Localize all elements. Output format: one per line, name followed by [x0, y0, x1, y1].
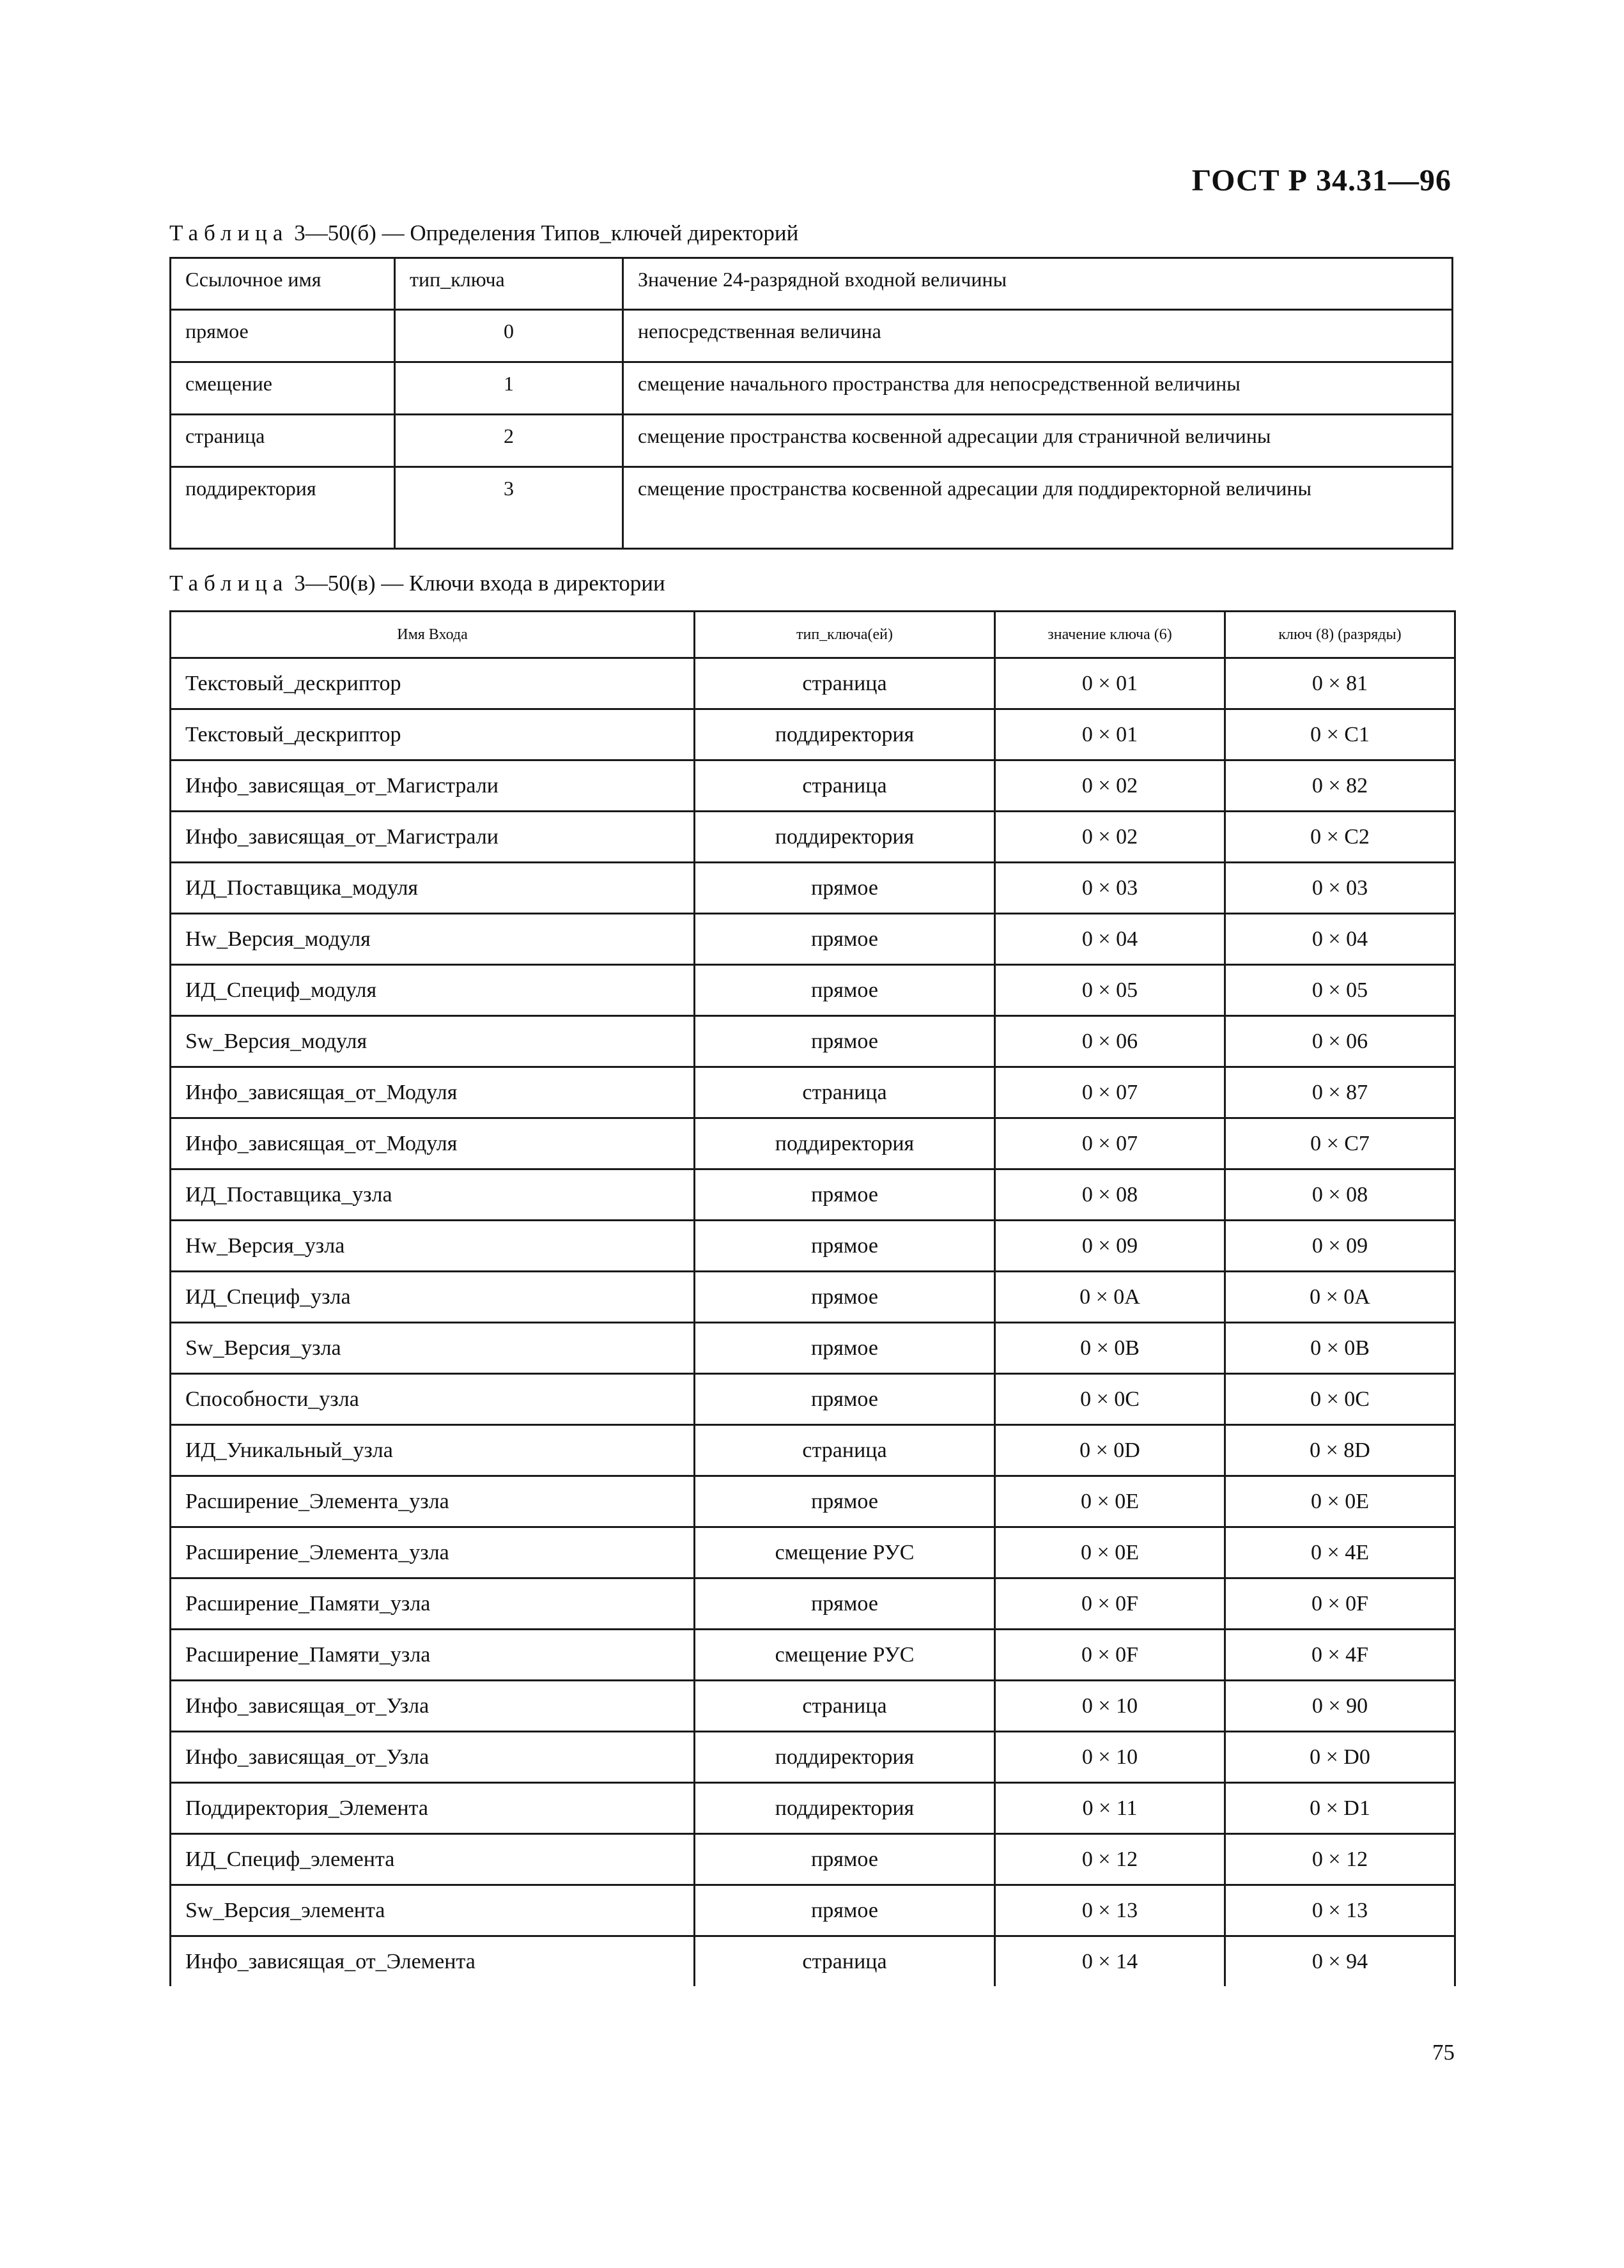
column-header: тип_ключа(ей) — [695, 612, 995, 658]
table-cell: 0 × 87 — [1225, 1067, 1455, 1118]
table-cell: 0 × D0 — [1225, 1732, 1455, 1783]
table-cell: Инфо_зависящая_от_Узла — [171, 1681, 695, 1732]
document-code: ГОСТ Р 34.31—96 — [1191, 164, 1451, 197]
table-cell: 0 × 0C — [995, 1374, 1225, 1425]
table-cell: Инфо_зависящая_от_Модуля — [171, 1067, 695, 1118]
table-cell: 0 × 0C — [1225, 1374, 1455, 1425]
table-cell: поддиректория — [695, 1118, 995, 1169]
table-cell: 0 × 05 — [995, 965, 1225, 1016]
table-cell: 0 × 4F — [1225, 1630, 1455, 1681]
column-header: тип_ключа — [395, 258, 623, 310]
table-cell: ИД_Уникальный_узла — [171, 1425, 695, 1476]
column-header: значение ключа (6) — [995, 612, 1225, 658]
table-cell: 0 × 0E — [995, 1476, 1225, 1527]
table-cell: 0 × C2 — [1225, 812, 1455, 863]
table-cell: 0 × 13 — [1225, 1885, 1455, 1936]
table-cell: 0 × 04 — [995, 914, 1225, 965]
table-cell: ИД_Поставщика_модуля — [171, 863, 695, 914]
table-cell: прямое — [695, 965, 995, 1016]
table-cell: 0 × 90 — [1225, 1681, 1455, 1732]
table-row — [171, 1885, 1455, 1936]
table-cell: 0 × 0F — [1225, 1578, 1455, 1630]
table-cell: поддиректория — [695, 709, 995, 760]
table-cell: поддиректория — [171, 467, 395, 549]
table-cell: 0 × 04 — [1225, 914, 1455, 965]
table-cell: 0 × 0A — [995, 1272, 1225, 1323]
table-cell: 0 × 02 — [995, 812, 1225, 863]
table-cell: Hw_Версия_узла — [171, 1221, 695, 1272]
table-cell: 0 × 0D — [995, 1425, 1225, 1476]
table-cell: 0 × 10 — [995, 1732, 1225, 1783]
table-cell: прямое — [695, 1834, 995, 1885]
table-row — [171, 467, 1453, 549]
table-cell: 0 × 06 — [1225, 1016, 1455, 1067]
table-cell: ИД_Специф_элемента — [171, 1834, 695, 1885]
table-cell: 0 × 12 — [995, 1834, 1225, 1885]
page-number: 75 — [1432, 2040, 1455, 2065]
table-row — [171, 1374, 1455, 1425]
table-cell: 0 × 03 — [1225, 863, 1455, 914]
table-cell: 0 × 4E — [1225, 1527, 1455, 1578]
table-c-caption-text: 3—50(в) — Ключи входа в директории — [288, 571, 665, 596]
table-row — [171, 1323, 1455, 1374]
table-cell: 0 × D1 — [1225, 1783, 1455, 1834]
table-cell: 0 × 01 — [995, 658, 1225, 709]
table-cell: 0 × 0E — [1225, 1476, 1455, 1527]
table-row — [171, 1732, 1455, 1783]
table-cell: прямое — [695, 1016, 995, 1067]
table-cell: 0 × 11 — [995, 1783, 1225, 1834]
table-cell: Текстовый_дескриптор — [171, 709, 695, 760]
table-header-row — [171, 612, 1455, 658]
table-row — [171, 1067, 1455, 1118]
table-c-caption-prefix: Таблица — [169, 571, 289, 596]
table-cell: Sw_Версия_узла — [171, 1323, 695, 1374]
table-cell: страница — [695, 1936, 995, 1987]
table-b-caption — [169, 220, 798, 246]
table-cell: 0 × 12 — [1225, 1834, 1455, 1885]
table-cell: 0 × 0B — [1225, 1323, 1455, 1374]
table-cell: Инфо_зависящая_от_Элемента — [171, 1936, 695, 1987]
table-header-row — [171, 258, 1453, 310]
table-cell: прямое — [695, 1476, 995, 1527]
table-cell: Sw_Версия_модуля — [171, 1016, 695, 1067]
table-cell: Инфо_зависящая_от_Магистрали — [171, 812, 695, 863]
table-cell: 0 × 0E — [995, 1527, 1225, 1578]
table-cell: прямое — [171, 310, 395, 362]
table-row — [171, 1169, 1455, 1221]
table-cell: 0 × 14 — [995, 1936, 1225, 1987]
table-row — [171, 812, 1455, 863]
table-cell: Поддиректория_Элемента — [171, 1783, 695, 1834]
table-cell: страница — [695, 760, 995, 812]
table-cell: 0 × C7 — [1225, 1118, 1455, 1169]
table-cell: 0 × 82 — [1225, 760, 1455, 812]
table-row — [171, 415, 1453, 467]
table-cell: прямое — [695, 1169, 995, 1221]
table-row — [171, 310, 1453, 362]
table-row — [171, 1476, 1455, 1527]
table-cell: Способности_узла — [171, 1374, 695, 1425]
table-cell: Инфо_зависящая_от_Узла — [171, 1732, 695, 1783]
table-cell: страница — [695, 658, 995, 709]
table-c-caption — [169, 571, 665, 596]
table-cell: страница — [695, 1067, 995, 1118]
table-cell: ИД_Специф_узла — [171, 1272, 695, 1323]
table-row — [171, 1578, 1455, 1630]
table-row — [171, 1221, 1455, 1272]
table-row — [171, 863, 1455, 914]
table-cell: поддиректория — [695, 1732, 995, 1783]
table-cell: 0 × 0F — [995, 1578, 1225, 1630]
table-cell: 0 × 10 — [995, 1681, 1225, 1732]
table-cell: 0 × 09 — [1225, 1221, 1455, 1272]
table-row — [171, 965, 1455, 1016]
table-cell: поддиректория — [695, 1783, 995, 1834]
column-header: Значение 24-разрядной входной величины — [623, 258, 1453, 310]
table-row — [171, 1118, 1455, 1169]
table-cell: прямое — [695, 1323, 995, 1374]
table-cell: прямое — [695, 1578, 995, 1630]
table-cell: прямое — [695, 863, 995, 914]
table-row — [171, 658, 1455, 709]
table-cell: Инфо_зависящая_от_Модуля — [171, 1118, 695, 1169]
table-row — [171, 362, 1453, 415]
table-cell: 1 — [395, 362, 623, 415]
table-cell: 0 × 8D — [1225, 1425, 1455, 1476]
table-cell: прямое — [695, 1374, 995, 1425]
table-cell: 0 × 0A — [1225, 1272, 1455, 1323]
table-row — [171, 1681, 1455, 1732]
column-header: Имя Входа — [171, 612, 695, 658]
table-cell: ИД_Специф_модуля — [171, 965, 695, 1016]
table-row — [171, 760, 1455, 812]
table-cell: Инфо_зависящая_от_Магистрали — [171, 760, 695, 812]
table-cell: 0 × 94 — [1225, 1936, 1455, 1987]
table-row — [171, 1425, 1455, 1476]
table-cell: Расширение_Элемента_узла — [171, 1476, 695, 1527]
table-cell: 0 × 0F — [995, 1630, 1225, 1681]
table-row — [171, 1527, 1455, 1578]
table-cell: прямое — [695, 914, 995, 965]
column-header: ключ (8) (разряды) — [1225, 612, 1455, 658]
table-cell: прямое — [695, 1272, 995, 1323]
key-type-definitions-table — [169, 257, 1453, 550]
table-cell: 0 × 02 — [995, 760, 1225, 812]
table-row — [171, 1630, 1455, 1681]
table-row — [171, 709, 1455, 760]
table-cell: поддиректория — [695, 812, 995, 863]
table-cell: 0 × 08 — [995, 1169, 1225, 1221]
table-cell: 0 × 05 — [1225, 965, 1455, 1016]
table-cell: смещение начального пространства для непосредственной величины — [623, 362, 1453, 415]
table-cell: страница — [171, 415, 395, 467]
table-body — [171, 658, 1455, 1987]
table-cell: Расширение_Элемента_узла — [171, 1527, 695, 1578]
table-cell: Расширение_Памяти_узла — [171, 1630, 695, 1681]
table-row — [171, 1936, 1455, 1987]
table-cell: Расширение_Памяти_узла — [171, 1578, 695, 1630]
table-cell: смещение РУС — [695, 1527, 995, 1578]
table-cell: 0 × 13 — [995, 1885, 1225, 1936]
table-cell: ИД_Поставщика_узла — [171, 1169, 695, 1221]
table-cell: смещение пространства косвенной адресации для поддиректорной величины — [623, 467, 1453, 549]
table-cell: смещение пространства косвенной адресации для страничной величины — [623, 415, 1453, 467]
table-b-caption-text: 3—50(б) — Определения Типов_ключей директорий — [288, 220, 799, 245]
table-cell: 0 × 08 — [1225, 1169, 1455, 1221]
table-cell: непосредственная величина — [623, 310, 1453, 362]
table-cell: смещение — [171, 362, 395, 415]
table-cell: 0 × 09 — [995, 1221, 1225, 1272]
table-cell: 0 — [395, 310, 623, 362]
table-b-caption-prefix: Таблица — [169, 220, 289, 245]
table-cell: Hw_Версия_модуля — [171, 914, 695, 965]
table-cell: Текстовый_дескриптор — [171, 658, 695, 709]
table-cell: 0 × 81 — [1225, 658, 1455, 709]
table-cell: 0 × 0B — [995, 1323, 1225, 1374]
table-cell: Sw_Версия_элемента — [171, 1885, 695, 1936]
directory-entry-keys-table — [169, 610, 1456, 1986]
table-cell: 0 × 07 — [995, 1067, 1225, 1118]
table-cell: страница — [695, 1425, 995, 1476]
table-cell: 0 × 03 — [995, 863, 1225, 914]
table-cell: прямое — [695, 1221, 995, 1272]
table-cell: прямое — [695, 1885, 995, 1936]
column-header: Ссылочное имя — [171, 258, 395, 310]
table-cell: 0 × 07 — [995, 1118, 1225, 1169]
table-cell: 0 × 06 — [995, 1016, 1225, 1067]
table-cell: страница — [695, 1681, 995, 1732]
table-cell: смещение РУС — [695, 1630, 995, 1681]
table-row — [171, 1834, 1455, 1885]
table-row — [171, 914, 1455, 965]
table-row — [171, 1272, 1455, 1323]
table-cell: 0 × 01 — [995, 709, 1225, 760]
table-cell: 0 × C1 — [1225, 709, 1455, 760]
table-row — [171, 1016, 1455, 1067]
table-row — [171, 1783, 1455, 1834]
table-cell: 2 — [395, 415, 623, 467]
table-cell: 3 — [395, 467, 623, 549]
